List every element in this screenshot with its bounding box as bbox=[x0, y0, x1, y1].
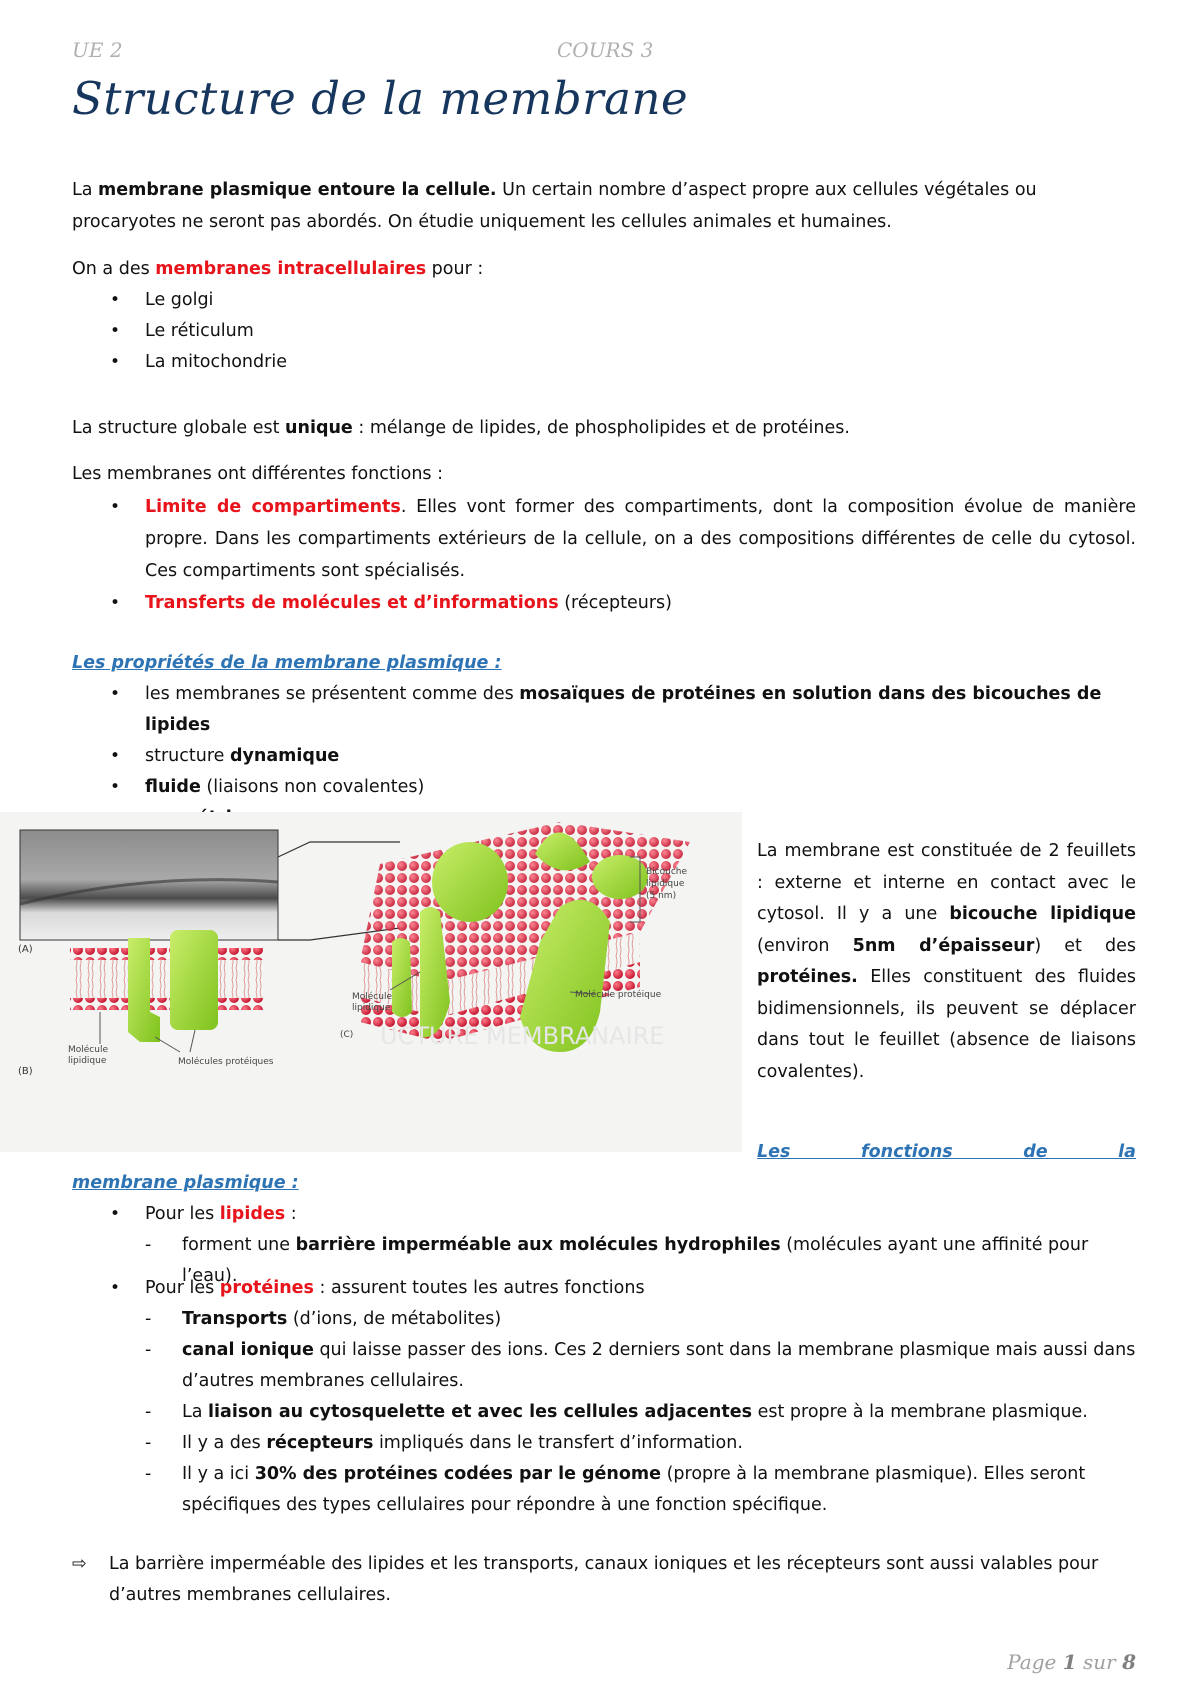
list-item: • fluide (liaisons non covalentes) bbox=[110, 777, 425, 797]
list-item: • La mitochondrie bbox=[110, 352, 287, 372]
membrane-figure bbox=[0, 812, 742, 1152]
fonctions-heading-part1: Les fonctions de la bbox=[757, 1142, 1136, 1162]
list-item: • Limite de compartiments. Elles vont former des compartiments, dont la composition évolue de manière propre. Dans les compartiments extérieurs de la cellule, on a des compositions différentes de celle du cytosol. Ces compartiments sont spécialisés. bbox=[110, 497, 1136, 581]
label-bicouche: Bicouche bbox=[646, 867, 688, 877]
proteins-section bbox=[72, 1273, 1136, 1521]
sub-list-item: - forment une barrière imperméable aux molécules hydrophiles (molécules ayant une affinité pour l’eau). bbox=[145, 1235, 1089, 1286]
sub-list-item: - Il y a ici 30% des protéines codées par le génome (propre à la membrane plasmique). Elles seront spécifiques des types cellulaires pour répondre à une fonction spécifique. bbox=[145, 1464, 1086, 1515]
membrane-illustration bbox=[0, 812, 742, 1152]
global-structure-paragraph: La structure globale est unique : mélange de lipides, de phospholipides et de protéines. bbox=[72, 418, 850, 438]
conclusion-paragraph: ⇨ La barrière imperméable des lipides et les transports, canaux ioniques et les récepteurs sont aussi valables pour d’autres membranes cellulaires. bbox=[72, 1549, 1136, 1611]
list-item: • Pour les lipides : - forment une barrière imperméable aux molécules hydrophiles (molécules ayant une affinité pour l’eau). bbox=[72, 1199, 1136, 1292]
organelle-list bbox=[72, 285, 1136, 378]
properties-heading: Les propriétés de la membrane plasmique : bbox=[72, 653, 502, 673]
label-molecule-lipidique-b: Molécule bbox=[68, 1045, 108, 1055]
intro-paragraph: La membrane plasmique entoure la cellule. Un certain nombre d’aspect propre aux cellules végétales ou procaryotes ne seront pas abordés. On étudie uniquement les cellules animales et humaines. bbox=[72, 180, 1037, 232]
list-item: • Transferts de molécules et d’informations (récepteurs) bbox=[110, 593, 672, 613]
membrane-functions-list bbox=[72, 491, 1136, 619]
label-thickness: (5 nm) bbox=[646, 891, 677, 901]
list-item: • Le réticulum bbox=[110, 321, 254, 341]
list-item: • structure dynamique bbox=[110, 746, 340, 766]
fonctions-heading-part2: membrane plasmique : bbox=[72, 1173, 299, 1193]
list-item: • Pour les protéines : assurent toutes les autres fonctions - Transports (d’ions, de métabolites) - canal ionique qui laisse passer des ions. Ces 2 derniers sont dans la membrane plasmique mais aussi dans d’autres membranes cellulaires. - La liaison au cytosquelette et avec les cellules adjacentes est propre à la membrane plasmique. - Il y a des récepteurs impliqués dans le transfert d’information. - Il y a ici 30% des protéines codées par le génome (propre à la membrane plasmique). Elles seront spécifiques des types cellulaires pour répondre à une fonction spécifique. bbox=[72, 1273, 1136, 1521]
figure-label-c: (C) bbox=[340, 1030, 354, 1040]
sub-list-item: - Transports (d’ions, de métabolites) bbox=[145, 1309, 502, 1329]
properties-list bbox=[72, 679, 1136, 834]
page-title: Structure de la membrane bbox=[72, 72, 689, 125]
figure-watermark: UCTURE MEMBRANAIRE bbox=[380, 1022, 665, 1050]
header-course-number: COURS 3 bbox=[557, 38, 654, 62]
arrow-right-icon: ⇨ bbox=[72, 1554, 87, 1574]
figure-label-b: (B) bbox=[18, 1066, 33, 1077]
header-course-code: UE 2 bbox=[72, 38, 123, 62]
sub-list-item: - La liaison au cytosquelette et avec les cellules adjacentes est propre à la membrane plasmique. bbox=[145, 1402, 1088, 1422]
list-item: • Le golgi bbox=[110, 290, 214, 310]
page-footer: Page 1 sur 8 bbox=[1007, 1650, 1136, 1674]
figure-label-a: (A) bbox=[18, 944, 33, 955]
label-lipidique: lipidique bbox=[646, 879, 685, 889]
membrane-description: La membrane est constituée de 2 feuillets : externe et interne en contact avec le cytosol. Il y a une bicouche lipidique (environ 5nm d’épaisseur) et des protéines. Elles constituent des fluides bidimensionnels, ils peuvent se déplacer dans tout le feuillet (absence de liaisons covalentes). bbox=[757, 841, 1137, 1082]
label-molecule-proteique: Molécule protéique bbox=[575, 990, 662, 1000]
intracellular-membranes-intro: On a des membranes intracellulaires pour : bbox=[72, 259, 484, 279]
label-lipidique-c: lipidique bbox=[352, 1003, 391, 1013]
sub-list-item: - Il y a des récepteurs impliqués dans le transfert d’information. bbox=[145, 1433, 743, 1453]
label-molecules-proteiques: Molécules protéiques bbox=[178, 1057, 274, 1067]
label-molecule-lipidique-c: Molécule bbox=[352, 992, 392, 1002]
list-item: • les membranes se présentent comme des mosaïques de protéines en solution dans des bicouches de lipides bbox=[110, 684, 1102, 735]
sub-list-item: - canal ionique qui laisse passer des ions. Ces 2 derniers sont dans la membrane plasmique mais aussi dans d’autres membranes cellulaires. bbox=[145, 1340, 1136, 1391]
functions-intro: Les membranes ont différentes fonctions : bbox=[72, 464, 443, 484]
label-lipidique-b: lipidique bbox=[68, 1056, 107, 1066]
bilayer-b bbox=[70, 948, 265, 1010]
